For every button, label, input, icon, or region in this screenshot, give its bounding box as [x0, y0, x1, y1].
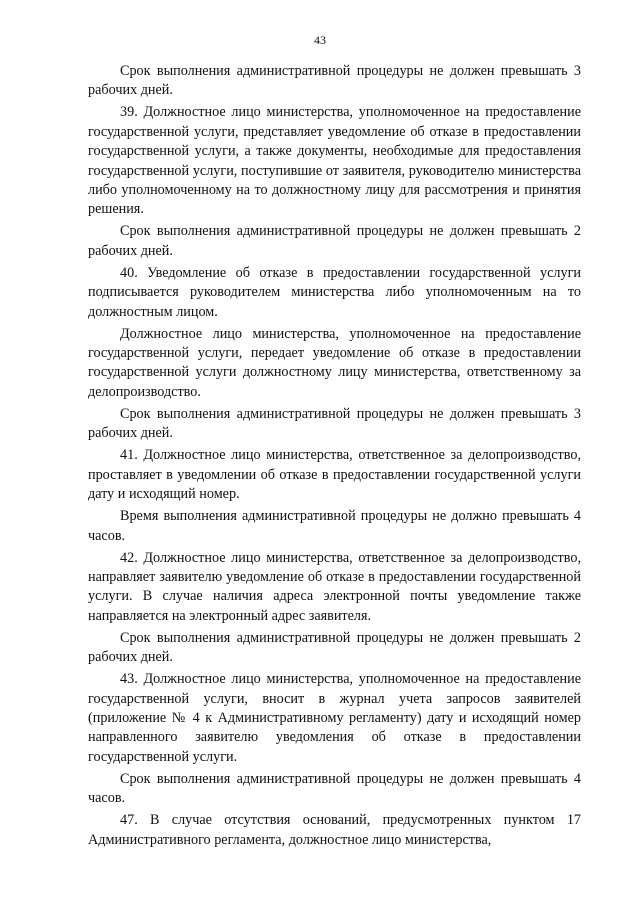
paragraph: 41. Должностное лицо министерства, ответственное за делопроизводство, проставляет в уведомлении об отказе в предоставлении государственной услуги дату и исходящий номер. — [88, 447, 581, 503]
paragraph: Срок выполнения административной процедуры не должен превышать 3 рабочих дней. — [88, 63, 581, 99]
paragraph: Время выполнения административной процедуры не должно превышать 4 часов. — [88, 508, 581, 544]
page-number: 43 — [314, 33, 326, 47]
paragraph: Срок выполнения административной процедуры не должен превышать 3 рабочих дней. — [88, 405, 581, 442]
paragraph: Срок выполнения административной процедуры не должен превышать 2 рабочих дней. — [88, 629, 581, 666]
paragraph: Срок выполнения административной процедуры не должен превышать 2 рабочих дней. — [88, 223, 581, 259]
paragraph: 47. В случае отсутствия оснований, предусмотренных пунктом 17 Административного регламента, должностное лицо министерства, — [88, 812, 581, 848]
paragraph: 40. Уведомление об отказе в предоставлении государственной услуги подписывается руководителем министерства либо уполномоченным на то должностным лицом. — [88, 264, 581, 320]
document-body — [88, 62, 581, 853]
paragraph: 39. Должностное лицо министерства, уполномоченное на предоставление государственной услуги, представляет уведомление об отказе в предоставлении государственной услуги, а также документы, необходимые для предоставления государственной услуги, поступившие от заявителя, руководителю министерства либо уполномоченному на то должностному лицу для рассмотрения и принятия решения. — [88, 104, 581, 218]
paragraph: Срок выполнения административной процедуры не должен превышать 4 часов. — [88, 770, 581, 807]
paragraph: 43. Должностное лицо министерства, уполномоченное на предоставление государственной услуги, вносит в журнал учета запросов заявителей (приложение № 4 к Административному регламенту) дату и исходящий номер направленного заявителю уведомления об отказе в предоставлении государственной услуги. — [88, 671, 581, 765]
paragraph: Должностное лицо министерства, уполномоченное на предоставление государственной услуги, передает уведомление об отказе в предоставлении государственной услуги должностному лицу министерства, ответственному за делопроизводство. — [88, 325, 581, 400]
paragraph: 42. Должностное лицо министерства, ответственное за делопроизводство, направляет заявителю уведомление об отказе в предоставлении государственной услуги. В случае наличия адреса электронной почты уведомление также направляется на электронный адрес заявителя. — [88, 549, 581, 624]
